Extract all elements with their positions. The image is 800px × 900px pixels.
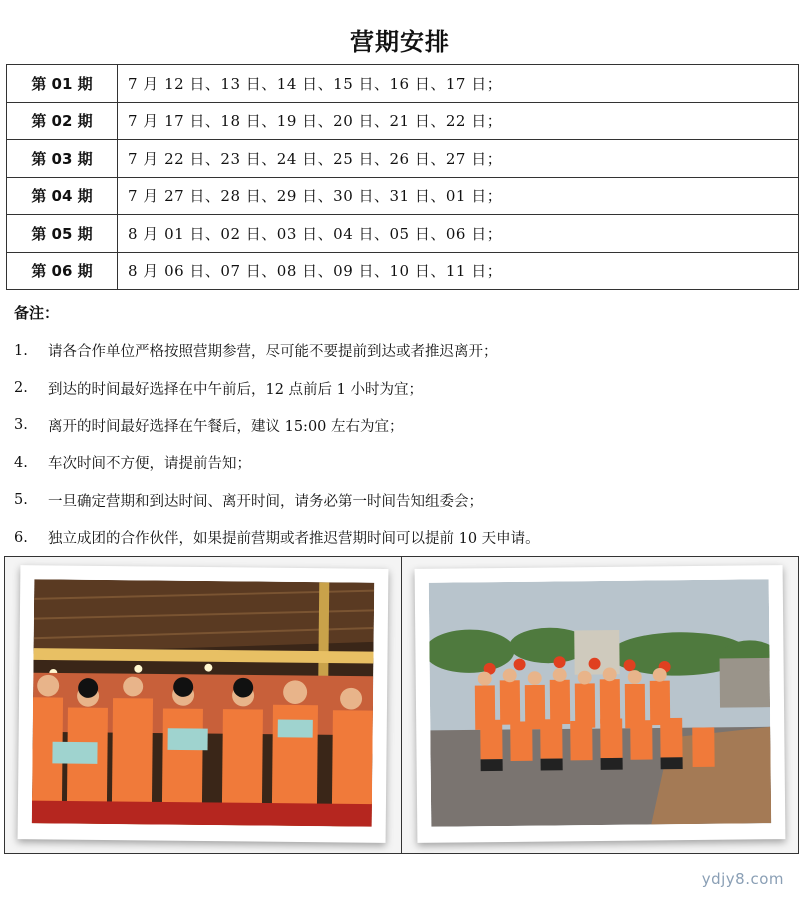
phase-cell: 第 05 期 — [7, 215, 118, 253]
dates-cell: 8 月 01 日、02 日、03 日、04 日、05 日、06 日； — [118, 215, 799, 253]
table-row — [7, 177, 799, 215]
note-number: 1. — [14, 342, 28, 359]
photo-cell-left — [5, 557, 401, 853]
page-title: 营期安排 — [350, 28, 450, 56]
list-item — [14, 482, 794, 519]
dates-cell: 7 月 17 日、18 日、19 日、20 日、21 日、22 日； — [118, 102, 799, 140]
phase-cell: 第 02 期 — [7, 102, 118, 140]
list-item — [14, 369, 794, 406]
note-number: 4. — [14, 454, 28, 471]
list-item — [14, 519, 794, 556]
list-item — [14, 332, 794, 369]
dates-cell: 7 月 27 日、28 日、29 日、30 日、31 日、01 日； — [118, 177, 799, 215]
photo-frame — [415, 565, 786, 843]
notes-heading: 备注： — [14, 304, 60, 322]
note-text: 请各合作单位严格按照营期参营，尽可能不要提前到达或者推迟离开； — [48, 344, 498, 361]
list-item — [14, 407, 794, 444]
table-row — [7, 140, 799, 178]
table-row — [7, 215, 799, 253]
phase-cell: 第 03 期 — [7, 140, 118, 178]
note-text: 一旦确定营期和到达时间、离开时间，请务必第一时间告知组委会； — [48, 493, 483, 510]
note-text: 到达的时间最好选择在中午前后，12 点前后 1 小时为宜； — [48, 381, 424, 398]
photo-grid — [4, 556, 799, 854]
note-number: 5. — [14, 492, 28, 509]
phase-cell: 第 06 期 — [7, 252, 118, 290]
note-number: 2. — [14, 380, 28, 397]
table-row — [7, 252, 799, 290]
photo-frame — [18, 565, 389, 843]
note-number: 6. — [14, 529, 28, 546]
phase-cell: 第 04 期 — [7, 177, 118, 215]
list-item — [14, 444, 794, 481]
note-text: 独立成团的合作伙伴，如果提前营期或者推迟营期时间可以提前 10 天申请。 — [48, 531, 540, 548]
note-text: 离开的时间最好选择在午餐后，建议 15:00 左右为宜； — [48, 418, 404, 435]
table-row — [7, 102, 799, 140]
phase-cell: 第 01 期 — [7, 65, 118, 103]
note-number: 3. — [14, 417, 28, 434]
table-row — [7, 65, 799, 103]
watermark: ydjy8.com — [701, 870, 784, 888]
note-text: 车次时间不方便，请提前告知； — [48, 456, 251, 473]
notes-list — [14, 332, 794, 556]
schedule-table — [6, 64, 799, 290]
photo-students-in-hall — [32, 579, 375, 827]
photo-cell-right — [401, 557, 798, 853]
photo-group-outdoor — [429, 579, 772, 827]
dates-cell: 8 月 06 日、07 日、08 日、09 日、10 日、11 日； — [118, 252, 799, 290]
dates-cell: 7 月 12 日、13 日、14 日、15 日、16 日、17 日； — [118, 65, 799, 103]
dates-cell: 7 月 22 日、23 日、24 日、25 日、26 日、27 日； — [118, 140, 799, 178]
